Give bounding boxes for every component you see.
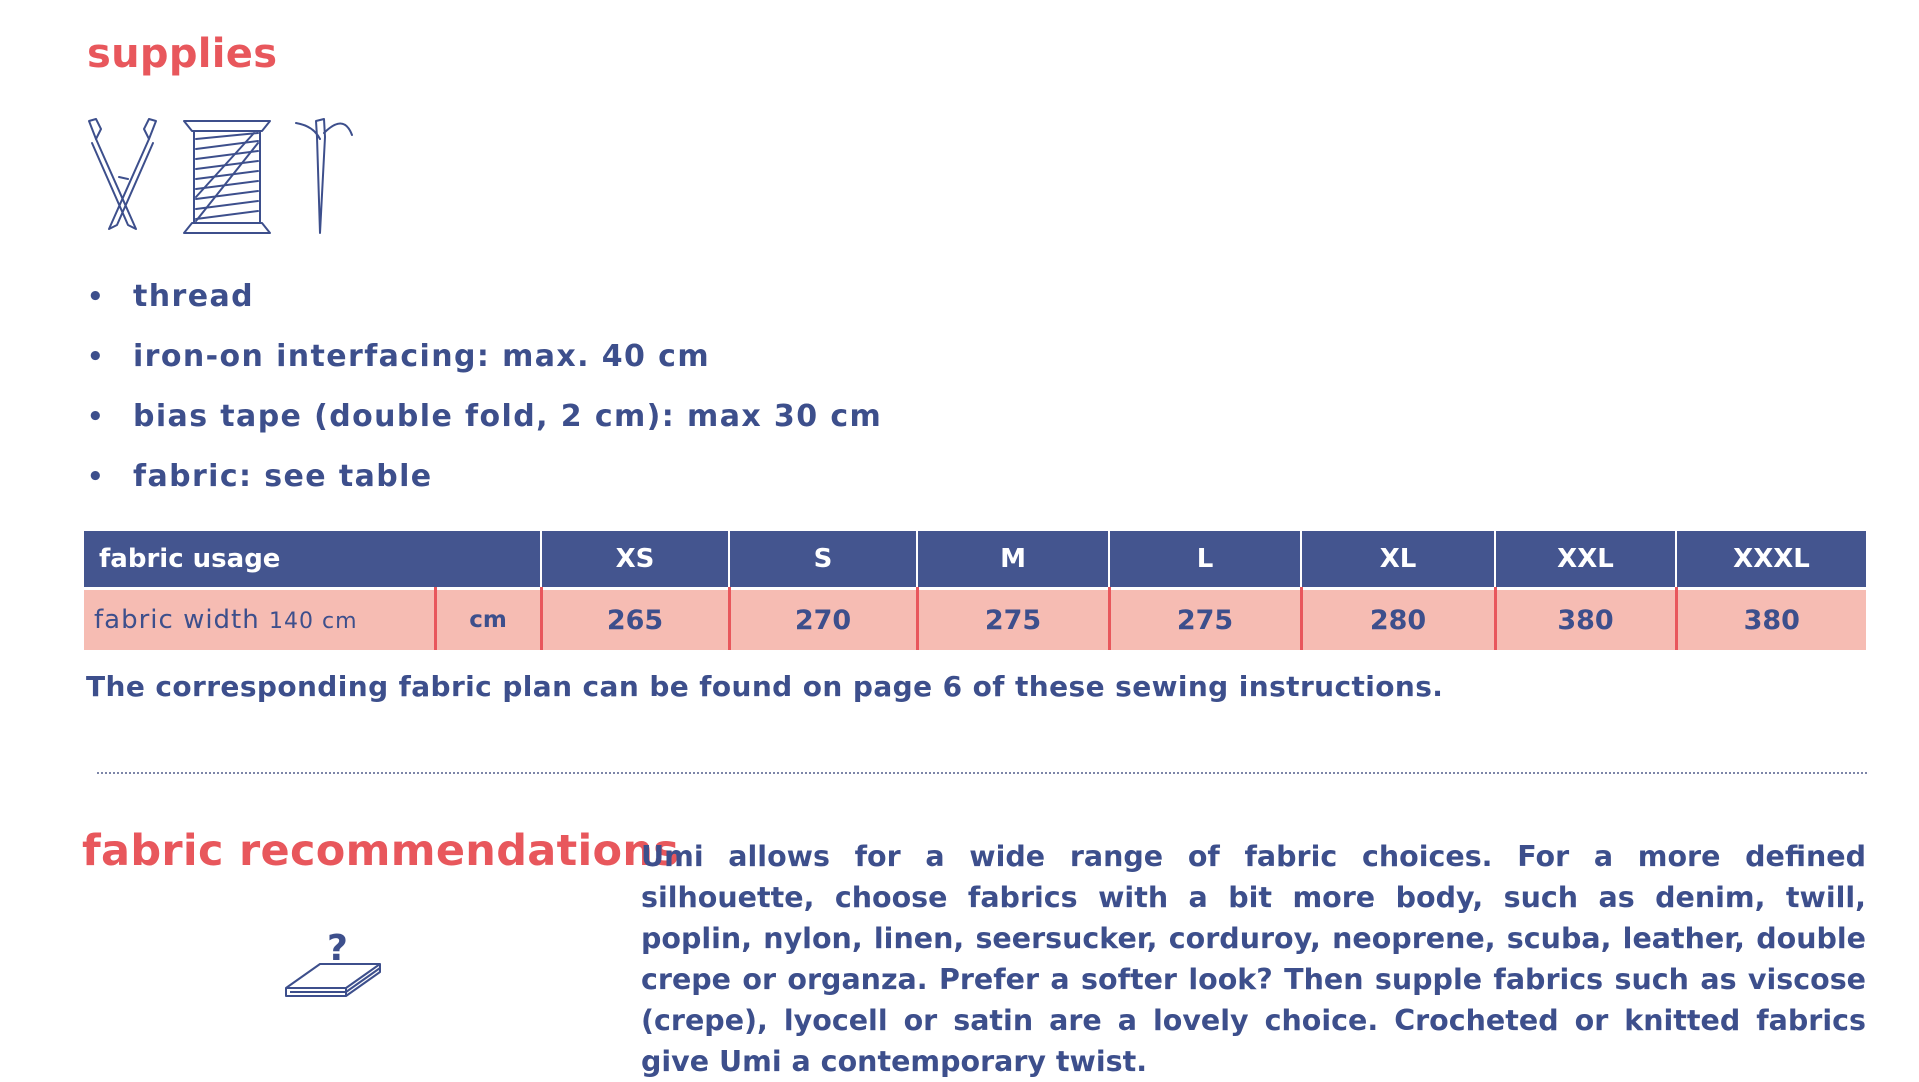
table-header-row [84,531,1866,589]
fabric-plan-note: The corresponding fabric plan can be found on page 6 of these sewing instructions. [86,670,1444,703]
value-cell-m: 275 [917,589,1109,651]
list-item-text: fabric: see table [133,459,433,494]
thread-spool-icon [184,121,270,233]
scissors-icon [89,119,156,229]
bullet-icon: • [87,342,106,372]
value-cell-xxl: 380 [1495,589,1676,651]
value-cell-xxxl: 380 [1676,589,1866,651]
table-header-label: fabric usage [84,531,541,589]
supplies-list [87,272,882,512]
fabric-recommendations-text: Umi allows for a wide range of fabric choices. For a more defined silhouette, choose fabrics with a bit more body, such as denim, twill, poplin, nylon, linen, seersucker, corduroy, neoprene, scuba, leather, double crepe or organza. Prefer a softer look? Then supple fabrics such as viscose (crepe), lyocell or satin are a lovely choice. Crocheted or knitted fabrics give Umi a contemporary twist. [641,840,1866,1078]
size-header-xxl: XXL [1495,531,1676,589]
fabric-width-value: 140 cm [269,609,358,634]
value-cell-xl: 280 [1301,589,1495,651]
svg-text:?: ? [327,928,348,969]
list-item-text: iron-on interfacing: max. 40 cm [133,339,710,374]
fabric-usage-table [84,531,1866,650]
list-item-text: bias tape (double fold, 2 cm): max 30 cm [133,399,883,434]
supplies-heading: supplies [87,31,278,77]
bullet-icon: • [87,462,106,492]
bullet-icon: • [87,282,106,312]
list-item-text: thread [133,279,254,314]
fabric-width-cell [84,589,435,651]
dotted-divider [97,772,1867,774]
list-item [87,272,882,332]
fabric-recommendations-heading: fabric recommendations [82,826,680,876]
size-header-m: M [917,531,1109,589]
needle-icon [296,119,352,233]
fabric-width-label: fabric width [94,605,260,635]
sewing-tools-icons [84,117,384,237]
value-cell-s: 270 [729,589,917,651]
size-header-s: S [729,531,917,589]
unit-cell: cm [435,589,541,651]
size-header-l: L [1109,531,1301,589]
table-row [84,589,1866,651]
list-item [87,332,882,392]
list-item [87,452,882,512]
size-header-xs: XS [541,531,729,589]
size-header-xl: XL [1301,531,1495,589]
list-item [87,392,882,452]
value-cell-l: 275 [1109,589,1301,651]
fabric-question-icon [280,920,390,1010]
size-header-xxxl: XXXL [1676,531,1866,589]
bullet-icon: • [87,402,106,432]
value-cell-xs: 265 [541,589,729,651]
